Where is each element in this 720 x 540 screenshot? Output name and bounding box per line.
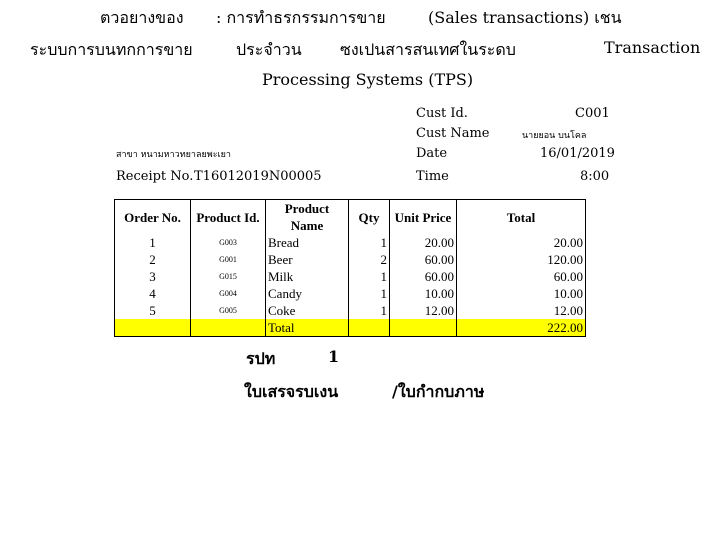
cell-product-name: Milk	[266, 268, 349, 285]
time-label: Time	[416, 169, 449, 184]
total-row-empty-qty	[349, 319, 390, 337]
header-unit-price: Unit Price	[390, 200, 457, 235]
total-row-empty-price	[390, 319, 457, 337]
table-header-row	[115, 200, 586, 235]
cell-unit-price: 12.00	[390, 302, 457, 319]
cell-unit-price: 60.00	[390, 268, 457, 285]
table-row	[115, 268, 586, 285]
caption-tax-invoice: /ใบกำกบภาษ	[392, 382, 485, 401]
cell-total: 12.00	[457, 302, 586, 319]
cell-order: 5	[115, 302, 191, 319]
receipt-label: Receipt No.	[116, 169, 194, 184]
cell-unit-price: 20.00	[390, 234, 457, 251]
cell-product-id: G015	[191, 268, 266, 285]
cell-qty: 1	[380, 269, 387, 284]
cell-order: 4	[115, 285, 191, 302]
cell-total: 60.00	[457, 268, 586, 285]
table-row	[115, 234, 586, 251]
table-row	[115, 302, 586, 319]
header-product-id: Product Id.	[191, 200, 266, 235]
cell-order: 2	[115, 251, 191, 268]
receipt-number: T16012019N00005	[194, 169, 322, 184]
cell-total: 10.00	[457, 285, 586, 302]
cell-qty: 1	[380, 235, 387, 250]
table-row	[115, 251, 586, 268]
cell-total: 20.00	[457, 234, 586, 251]
cell-product-id: G004	[191, 285, 266, 302]
header-line2-c: ซงเปนสารสนเทศในระดบ	[340, 40, 516, 59]
header-line2-b: ประจำวน	[236, 40, 302, 59]
cell-order: 3	[115, 268, 191, 285]
header-line2-d: Transaction	[604, 38, 701, 57]
cust-name-value: นายยอน บนโคล	[522, 131, 587, 141]
table-row	[115, 285, 586, 302]
cell-product-id: G003	[191, 234, 266, 251]
header-order-no: Order No.	[115, 200, 191, 235]
cust-id-label: Cust Id.	[416, 106, 468, 121]
header-line2-a: ระบบการบนทกการขาย	[30, 40, 193, 59]
cell-total: 120.00	[457, 251, 586, 268]
figure-number: 1	[328, 347, 340, 366]
header-qty: Qty	[349, 200, 390, 235]
header-line1-b: : การทำธรกรรมการขาย	[216, 8, 386, 27]
cell-product-id: G005	[191, 302, 266, 319]
cust-name-label: Cust Name	[416, 126, 490, 141]
cell-product-name: Bread	[266, 234, 349, 251]
cell-product-name: Candy	[266, 285, 349, 302]
date-value: 16/01/2019	[540, 146, 615, 161]
cell-product-name: Coke	[266, 302, 349, 319]
cell-product-name: Beer	[266, 251, 349, 268]
time-value: 8:00	[580, 169, 610, 184]
cell-order: 1	[115, 234, 191, 251]
cell-qty: 1	[380, 286, 387, 301]
figure-label: รปท	[246, 349, 276, 368]
date-label: Date	[416, 146, 448, 161]
total-label: Total	[266, 319, 349, 337]
cell-product-id: G001	[191, 251, 266, 268]
header-line3: Processing Systems (TPS)	[262, 70, 474, 89]
cell-qty: 1	[380, 303, 387, 318]
header-total: Total	[457, 200, 586, 235]
total-value: 222.00	[457, 319, 586, 337]
cell-unit-price: 60.00	[390, 251, 457, 268]
table-total-row	[115, 319, 586, 337]
cell-unit-price: 10.00	[390, 285, 457, 302]
total-row-empty-pid	[191, 319, 266, 337]
caption-receipt: ใบเสรจรบเงน	[244, 382, 339, 401]
branch-label: สาขา หนามหาวทยาลยพะเยา	[116, 150, 231, 160]
header-line1-c: (Sales transactions) เชน	[428, 8, 622, 27]
total-row-empty-order	[115, 319, 191, 337]
header-line1-a: ตวอยางของ	[100, 8, 184, 27]
cell-qty: 2	[380, 252, 387, 267]
cust-id-value: C001	[575, 106, 610, 121]
transaction-table	[114, 199, 586, 337]
header-product-name: Product Name	[266, 200, 349, 235]
